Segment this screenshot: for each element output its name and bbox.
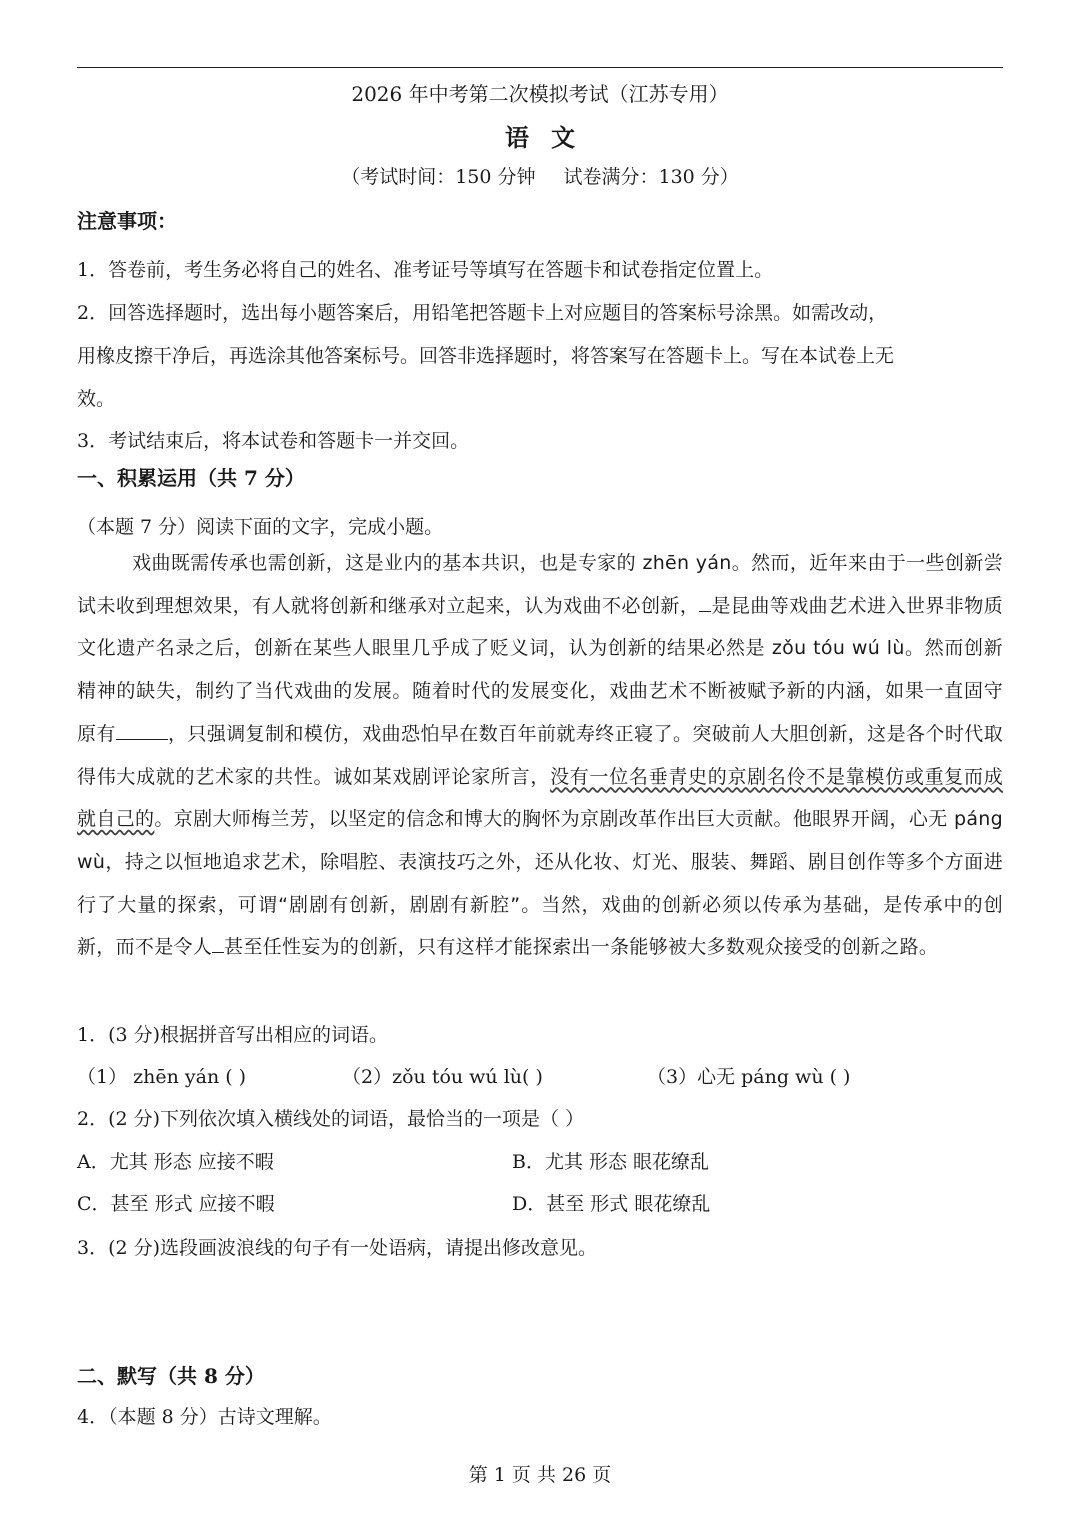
note-item-2-line-1: 2．回答选择题时，选出每小题答案后，用铅笔把答题卡上对应题目的答案标号涂黑。如需改动，	[77, 302, 888, 324]
exam-title: 2026 年中考第二次模拟考试（江苏专用）	[351, 82, 729, 106]
exam-score: 试卷满分：130 分）	[563, 166, 739, 188]
section-1-intro: （本题 7 分）阅读下面的文字，完成小题。	[77, 516, 444, 538]
question-4-stem: 4．（本题 8 分）古诗文理解。	[77, 1406, 332, 1428]
exam-time: （考试时间：150 分钟	[341, 166, 536, 188]
exam-info	[0, 162, 1080, 189]
answer-blank	[699, 593, 711, 612]
option-a: A．尤其 形态 应接不暇	[77, 1151, 274, 1173]
section-2-heading: 二、默写（共 8 分）	[77, 1364, 265, 1388]
wavy-underlined-sentence: 没有一位名垂青史的京剧名伶不是靠模仿或重复而成就自己的	[77, 765, 1003, 831]
option-d: D．甚至 形式 眼花缭乱	[512, 1193, 711, 1215]
reading-passage	[77, 542, 1003, 969]
note-item-2-line-2: 用橡皮擦干净后，再选涂其他答案标号。回答非选择题时，将答案写在答题卡上。写在本试卷上无	[77, 345, 895, 367]
pinyin-item-1: （1） zhēn yán ( )	[77, 1066, 247, 1088]
note-item-3: 3．考试结束后，将本试卷和答题卡一并交回。	[77, 430, 470, 452]
answer-blank	[116, 721, 168, 740]
option-b: B．尤其 形态 眼花缭乱	[512, 1151, 710, 1173]
note-item-2-line-3: 效。	[77, 388, 116, 410]
subject-title: 语文	[505, 123, 597, 152]
notes-heading: 注意事项：	[77, 209, 177, 233]
passage-paragraph: 戏曲既需传承也需创新，这是业内的基本共识，也是专家的 zhēn yán。然而，近年来由于一些创新尝试未收到理想效果，有人就将创新和继承对立起来，认为戏曲不必创新， 是昆曲等戏曲艺术进入世界非物质文化遗产名录之后，创新在某些人眼里几乎成了贬义词，认为创新的结果必然是 zǒu tóu wú lù。然而创新精神的缺失，制约了当代戏曲的发展。随着时代的发展变化，戏曲艺术不断被赋予新的内涵，如果一直固守原有 ，只强调复制和模仿，戏曲恐怕早在数百年前就寿终正寝了。突破前人大胆创新，这是各个时代取得伟大成就的艺术家的共性。诚如某戏剧评论家所言，没有一位名垂青史的京剧名伶不是靠模仿或重复而成就自己的。京剧大师梅兰芳，以坚定的信念和博大的胸怀为京剧改革作出巨大贡献。他眼界开阔，心无 páng wù，持之以恒地追求艺术，除唱腔、表演技巧之外，还从化妆、灯光、服装、舞蹈、剧目创作等多个方面进行了大量的探索，可谓“剧剧有创新，剧剧有新腔”。当然，戏曲的创新必须以传承为基础，是传承中的创新，而不是令人 甚至任性妄为的创新，只有这样才能探索出一条能够被大多数观众接受的创新之路。	[77, 552, 1004, 959]
question-2-stem: 2．(2 分)下列依次填入横线处的词语，最恰当的一项是（ ）	[77, 1108, 585, 1130]
question-1-stem: 1．(3 分)根据拼音写出相应的词语。	[77, 1024, 389, 1046]
pinyin-item-3: （3）心无 páng wù ( )	[647, 1066, 851, 1088]
answer-blank	[212, 934, 224, 953]
question-3-stem: 3．(2 分)选段画波浪线的句子有一处语病，请提出修改意见。	[77, 1237, 598, 1259]
note-item-1: 1．答卷前，考生务必将自己的姓名、准考证号等填写在答题卡和试卷指定位置上。	[77, 259, 774, 281]
section-1-heading: 一、积累运用（共 7 分）	[77, 466, 305, 490]
option-c: C．甚至 形式 应接不暇	[77, 1193, 275, 1215]
page-number: 第 1 页 共 26 页	[468, 1464, 612, 1486]
pinyin-item-2: （2）zǒu tóu wú lù( )	[342, 1066, 543, 1088]
top-rule	[77, 67, 1003, 68]
